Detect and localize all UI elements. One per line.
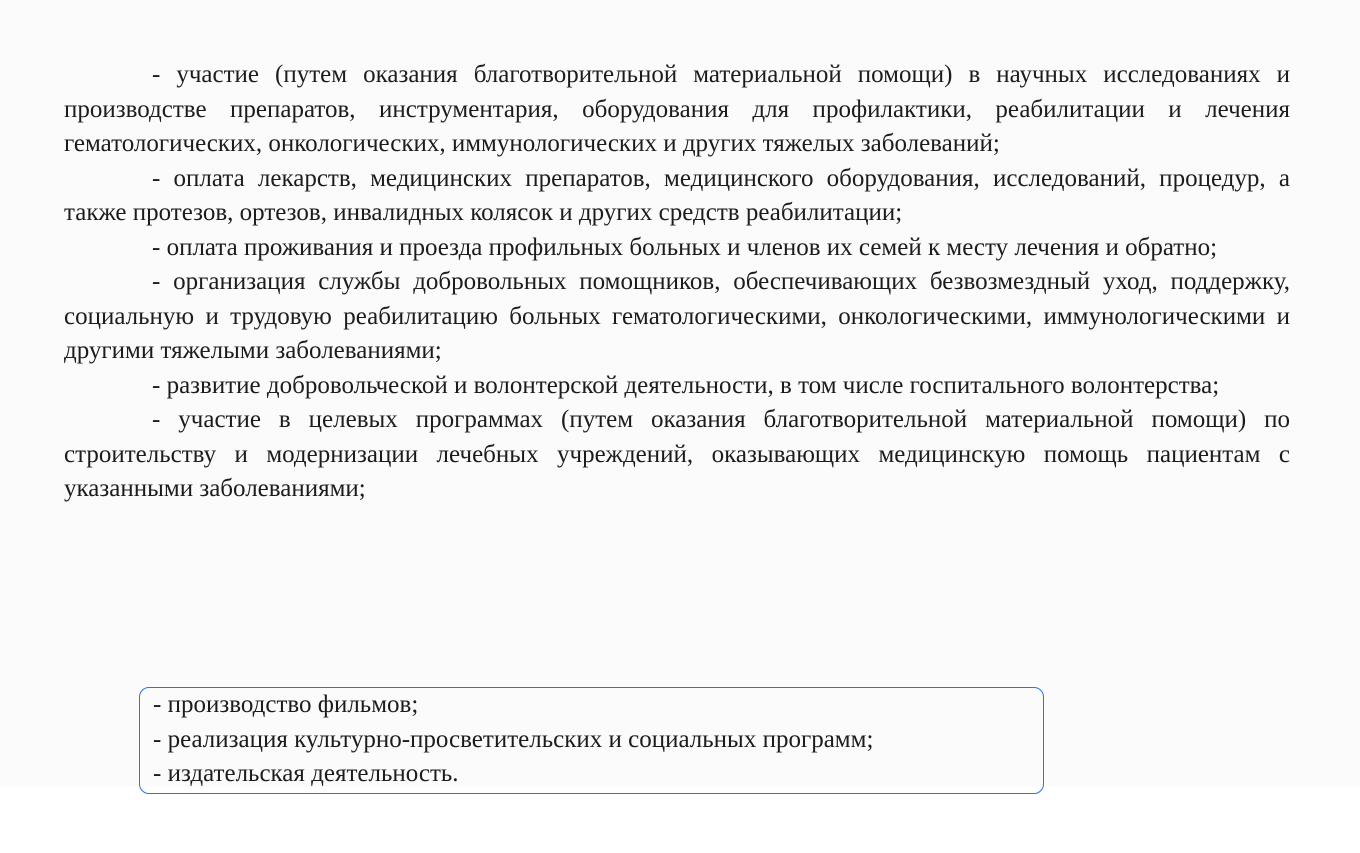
- highlighted-list: [153, 688, 873, 792]
- highlighted-item: - реализация культурно-просветительских и социальных программ;: [153, 725, 874, 753]
- paragraph: - участие (путем оказания благотворительной материальной помощи) в научных исследованиях и производстве препаратов, инструментария, оборудования для профилактики, реабилитации и лечения гематологических, онкологических, иммунологических и других тяжелых заболеваний;: [64, 61, 1290, 157]
- paragraph: - организация службы добровольных помощников, обеспечивающих безвозмездный уход, поддержку, социальную и трудовую реабилитацию больных гематологическими, онкологическими, иммунологическими и другими тяжелыми заболеваниями;: [64, 268, 1290, 364]
- paragraph: - участие в целевых программах (путем оказания благотворительной материальной помощи) по строительству и модернизации лечебных учреждений, оказывающих медицинскую помощь пациентам с указанными заболеваниями;: [64, 406, 1290, 502]
- paragraph: - оплата лекарств, медицинских препаратов, медицинского оборудования, исследований, процедур, а также протезов, ортезов, инвалидных колясок и других средств реабилитации;: [64, 164, 1290, 226]
- paragraph: - развитие добровольческой и волонтерской деятельности, в том числе госпитального волонтерства;: [152, 371, 1220, 399]
- highlighted-item: - производство фильмов;: [153, 691, 419, 718]
- paragraph: - оплата проживания и проезда профильных больных и членов их семей к месту лечения и обратно;: [152, 233, 1218, 261]
- document-body: [64, 58, 1290, 507]
- highlighted-item: - издательская деятельность.: [153, 760, 459, 787]
